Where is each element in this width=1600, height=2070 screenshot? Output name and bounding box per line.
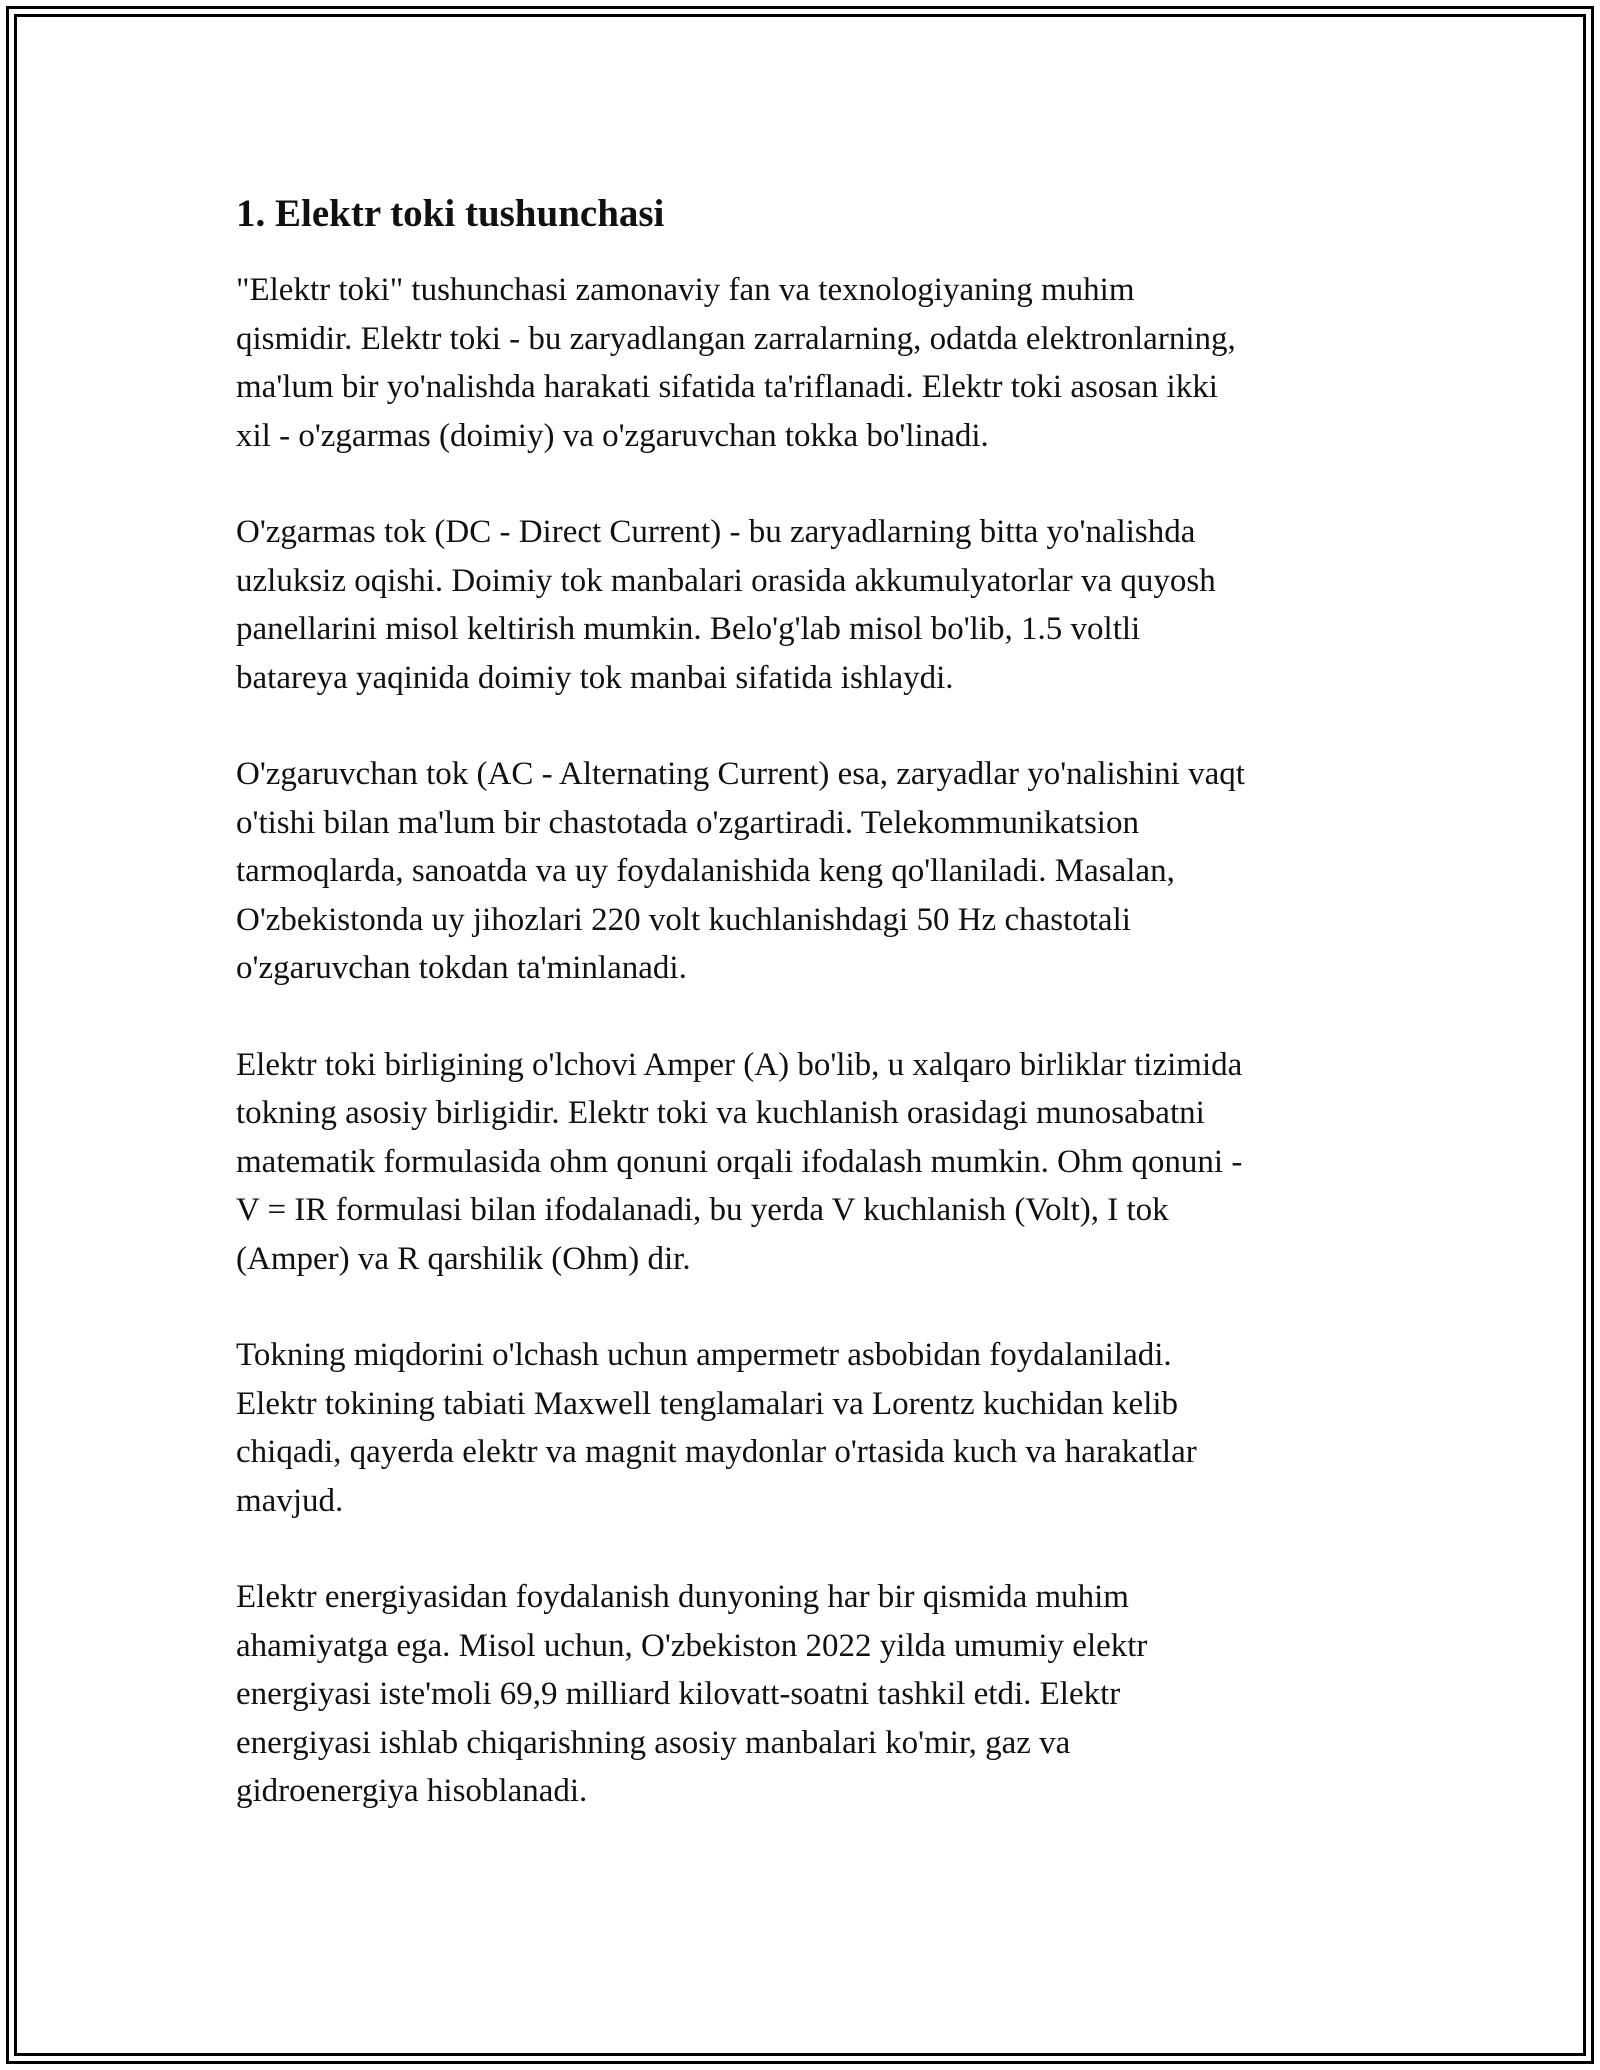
text-line: O'zgaruvchan tok (AC - Alternating Current) esa, zaryadlar yo'nalishini vaqt	[236, 756, 1245, 792]
paragraph-ohms-law	[236, 1041, 1366, 1284]
paragraph-energy-usage	[236, 1573, 1366, 1816]
text-line: (Amper) va R qarshilik (Ohm) dir.	[236, 1240, 691, 1277]
text-line: mavjud.	[236, 1482, 344, 1519]
text-line: energiyasi ishlab chiqarishning asosiy manbalari ko'mir, gaz va	[236, 1724, 1071, 1761]
text-line: Tokning miqdorini o'lchash uchun ampermetr asbobidan foydalaniladi.	[236, 1337, 1172, 1373]
text-line: tokning asosiy birligidir. Elektr toki va kuchlanish orasidagi munosabatni	[236, 1095, 1205, 1131]
text-line: xil - o'zgarmas (doimiy) va o'zgaruvchan tokka bo'linadi.	[236, 417, 989, 454]
paragraph-intro	[236, 266, 1366, 460]
text-line: Elektr energiyasidan foydalanish dunyoning har bir qismida muhim	[236, 1579, 1129, 1615]
text-line: o'zgaruvchan tokdan ta'minlanadi.	[236, 950, 687, 986]
section-heading: 1. Elektr toki tushunchasi	[236, 192, 665, 235]
text-line: ma'lum bir yo'nalishda harakati sifatida ta'riflanadi. Elektr toki asosan ikki	[236, 369, 1218, 405]
text-line: uzluksiz oqishi. Doimiy tok manbalari orasida akkumulyatorlar va quyosh	[236, 562, 1216, 599]
text-line: qismidir. Elektr toki - bu zaryadlangan zarralarning, odatda elektronlarning,	[236, 320, 1236, 357]
text-line: Elektr tokining tabiati Maxwell tenglamalari va Lorentz kuchidan kelib	[236, 1385, 1179, 1422]
text-line: Elektr toki birligining o'lchovi Amper (A) bo'lib, u xalqaro birliklar tizimida	[236, 1046, 1243, 1083]
text-line: O'zbekistonda uy jihozlari 220 volt kuchlanishdagi 50 Hz chastotali	[236, 901, 1131, 938]
document-body	[236, 186, 1366, 1864]
text-line: V = IR formulasi bilan ifodalanadi, bu yerda V kuchlanish (Volt), I tok	[236, 1192, 1169, 1228]
paragraph-direct-current	[236, 508, 1366, 702]
text-line: panellarini misol keltirish mumkin. Belo'g'lab misol bo'lib, 1.5 voltli	[236, 611, 1141, 647]
text-line: ahamiyatga ega. Misol uchun, O'zbekiston 2022 yilda umumiy elektr	[236, 1627, 1148, 1664]
text-line: matematik formulasida ohm qonuni orqali ifodalash mumkin. Ohm qonuni -	[236, 1143, 1243, 1180]
text-line: O'zgarmas tok (DC - Direct Current) - bu zaryadlarning bitta yo'nalishda	[236, 514, 1196, 550]
text-line: gidroenergiya hisoblanadi.	[236, 1773, 588, 1809]
text-line: chiqadi, qayerda elektr va magnit maydonlar o'rtasida kuch va harakatlar	[236, 1434, 1197, 1470]
text-line: tarmoqlarda, sanoatda va uy foydalanishida keng qo'llaniladi. Masalan,	[236, 853, 1175, 889]
text-line: batareya yaqinida doimiy tok manbai sifatida ishlaydi.	[236, 659, 954, 696]
paragraph-alternating-current	[236, 750, 1366, 993]
text-line: energiyasi iste'moli 69,9 milliard kilovatt-soatni tashkil etdi. Elektr	[236, 1676, 1121, 1712]
text-line: "Elektr toki" tushunchasi zamonaviy fan va texnologiyaning muhim	[236, 272, 1135, 308]
paragraph-measurement	[236, 1331, 1366, 1525]
text-line: o'tishi bilan ma'lum bir chastotada o'zgartiradi. Telekommunikatsion	[236, 804, 1139, 841]
